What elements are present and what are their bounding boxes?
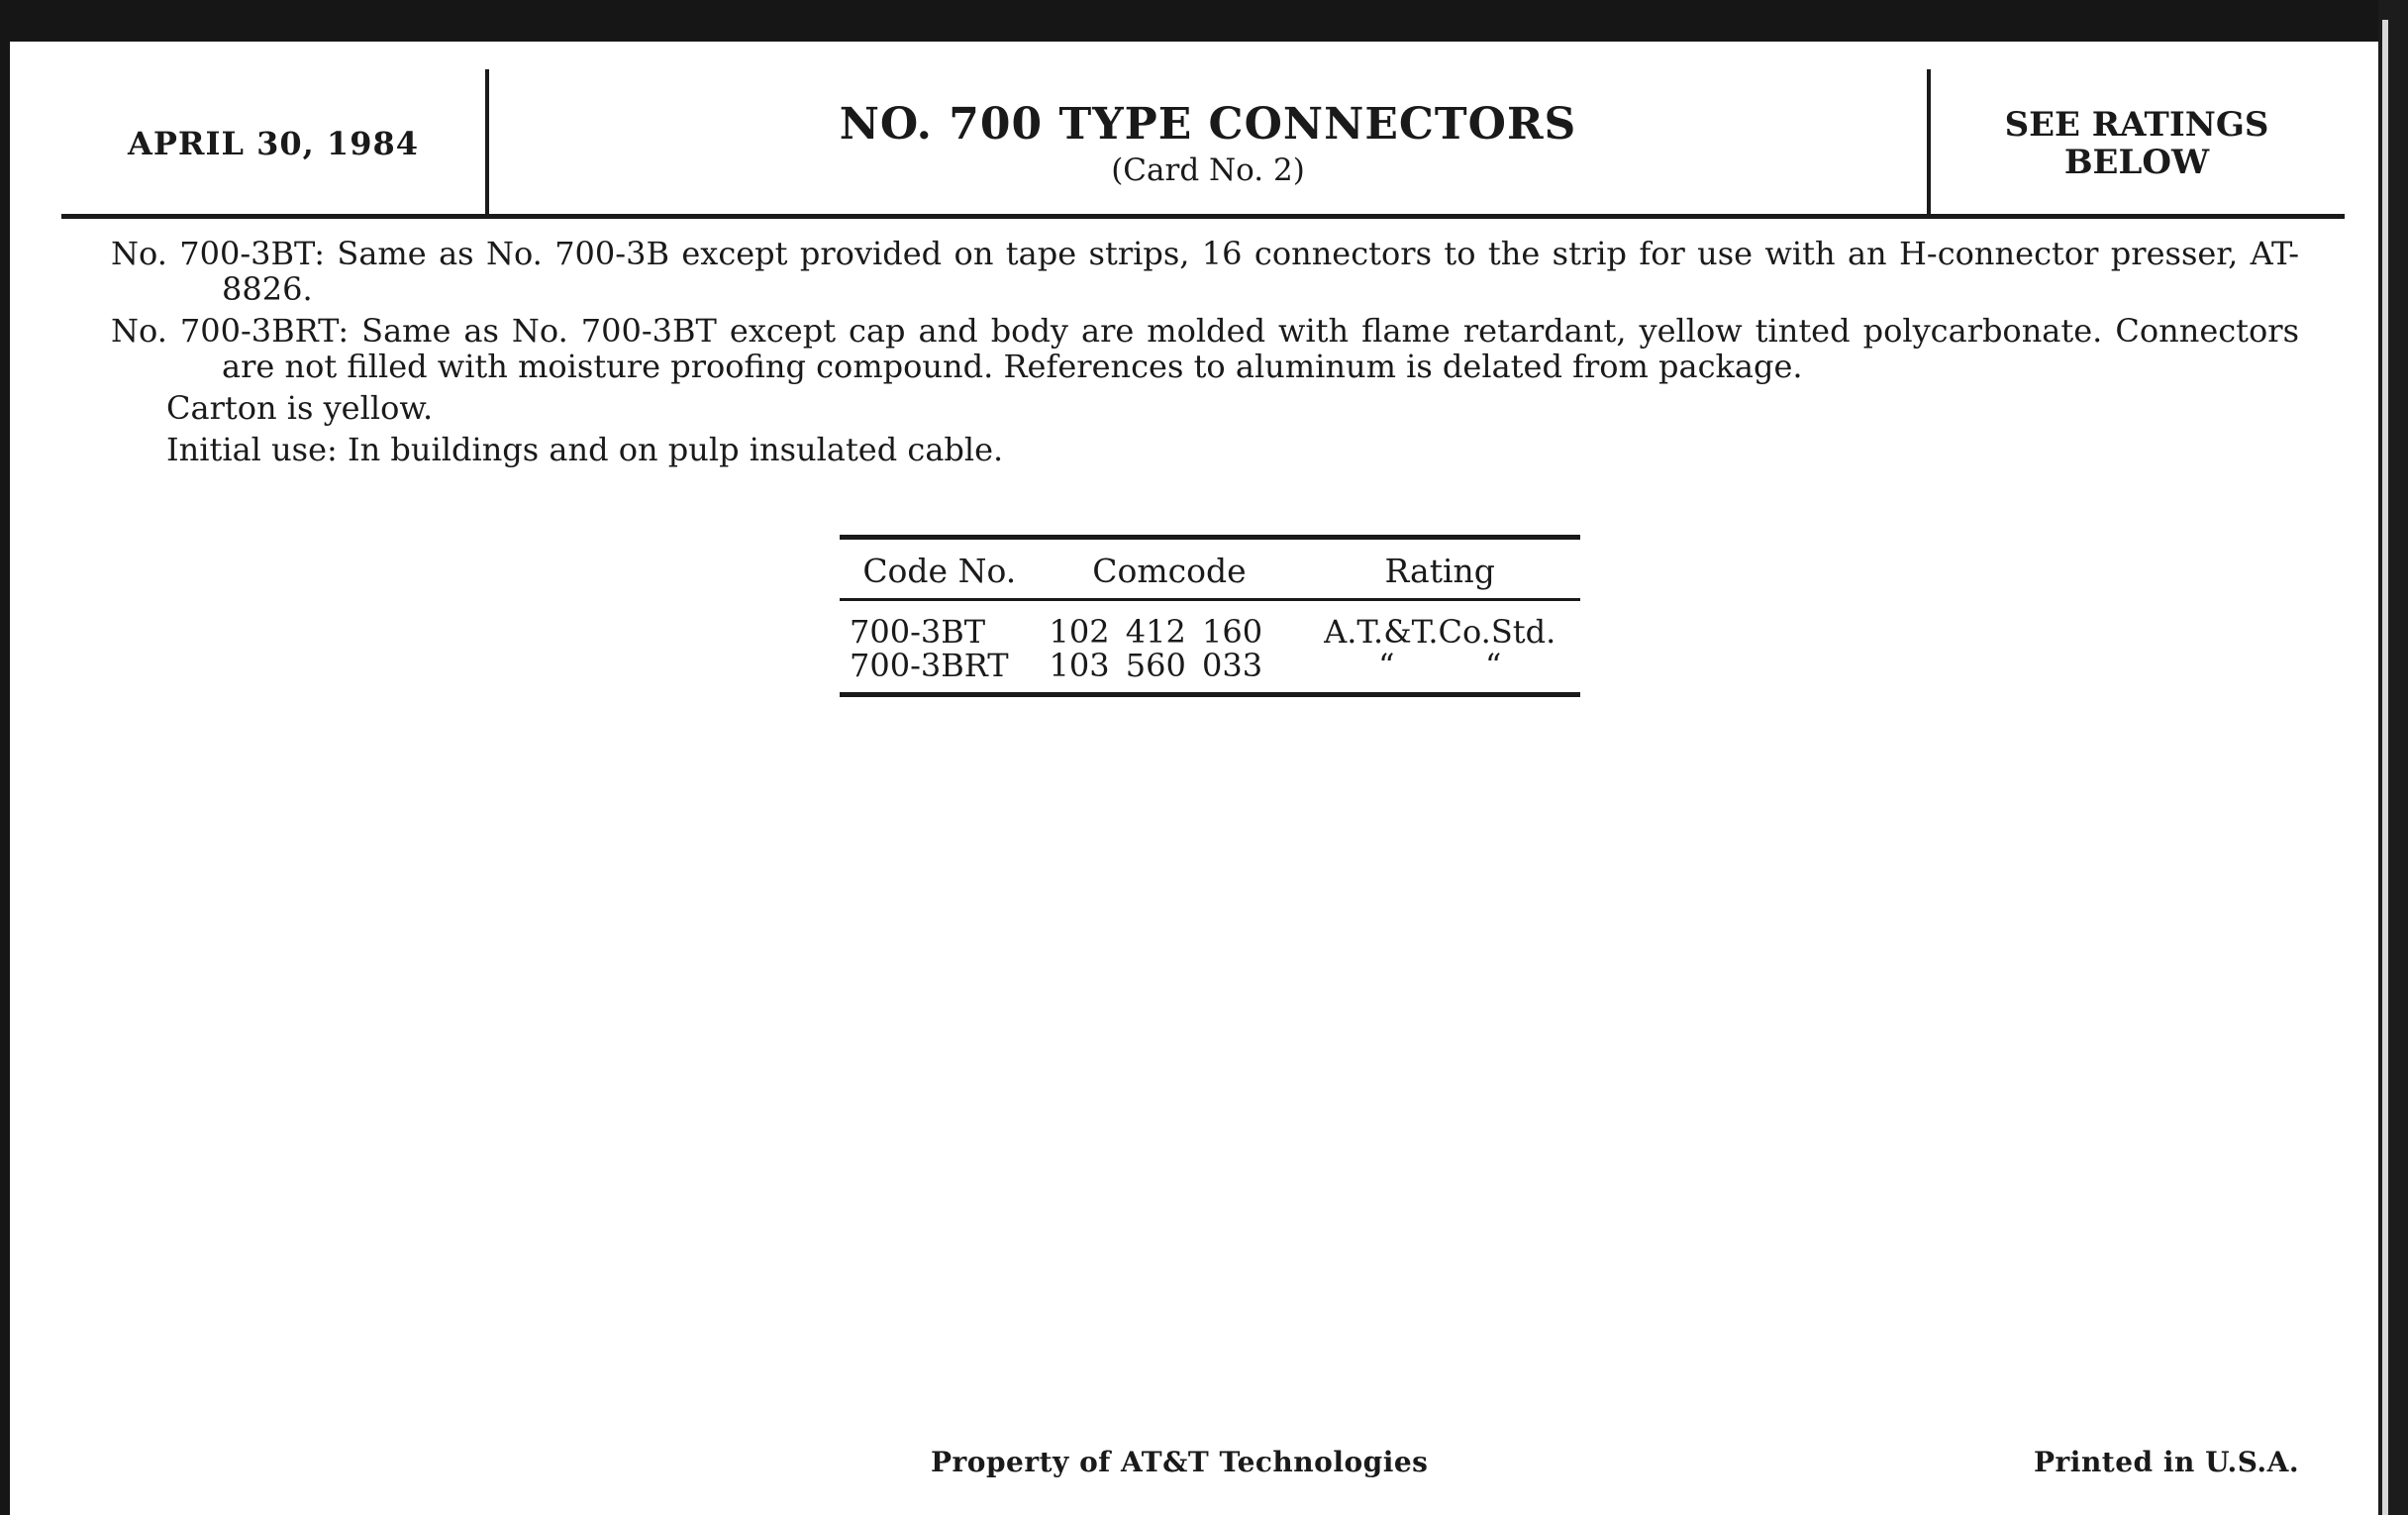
ratings-note-line2: BELOW (2063, 143, 2210, 182)
cell-code: 700-3BRT (850, 647, 1009, 684)
cell-code: 700-3BT (850, 613, 986, 651)
ratings-table (840, 535, 1580, 697)
printed-notice: Printed in U.S.A. (2034, 1446, 2300, 1478)
entry-code: No. 700-3BRT: (111, 312, 350, 350)
entry-700-3brt (111, 313, 2299, 384)
column-header-code: Code No. (862, 552, 1017, 590)
cell-comcode: 102 412 160 (1049, 613, 1263, 651)
table-header-row (840, 538, 1580, 600)
card-title: NO. 700 TYPE CONNECTORS (839, 99, 1577, 150)
ratings-note-line1: SEE RATINGS (2004, 105, 2269, 145)
card-header (61, 69, 2343, 218)
entry-code: No. 700-3BT: (111, 235, 326, 272)
issue-date: APRIL 30, 1984 (128, 125, 419, 162)
column-header-rating: Rating (1384, 552, 1495, 590)
entry-description: Same as No. 700-3BT except cap and body are molded with flame retardant, yellow tinted polycarbonate. Connectors are not filled with moisture proofing compound. References to aluminum is delated from package. (222, 312, 2300, 385)
scan-edge (2378, 0, 2408, 1515)
cell-rating: A.T.&T.Co.Std. (1324, 613, 1556, 651)
card-body (111, 236, 2299, 473)
cell-rating: “ “ (1378, 647, 1502, 684)
header-rule (61, 214, 2345, 219)
ratings-note (1931, 69, 2343, 218)
entry-700-3bt (111, 236, 2299, 307)
catalog-card (10, 42, 2378, 1515)
table-row (840, 649, 1580, 695)
card-title-block (489, 69, 1927, 218)
card-subtitle: (Card No. 2) (1111, 152, 1305, 188)
property-notice: Property of AT&T Technologies (931, 1446, 1429, 1478)
entry-description: Same as No. 700-3B except provided on tape strips, 16 connectors to the strip for use with an H-connector presser, AT-8826. (222, 235, 2300, 308)
column-header-comcode: Comcode (1092, 552, 1247, 590)
carton-note: Carton is yellow. (166, 389, 434, 427)
table-row (840, 600, 1580, 650)
initial-use-note: Initial use: In buildings and on pulp insulated cable. (166, 431, 1004, 468)
cell-comcode: 103 560 033 (1049, 647, 1263, 684)
